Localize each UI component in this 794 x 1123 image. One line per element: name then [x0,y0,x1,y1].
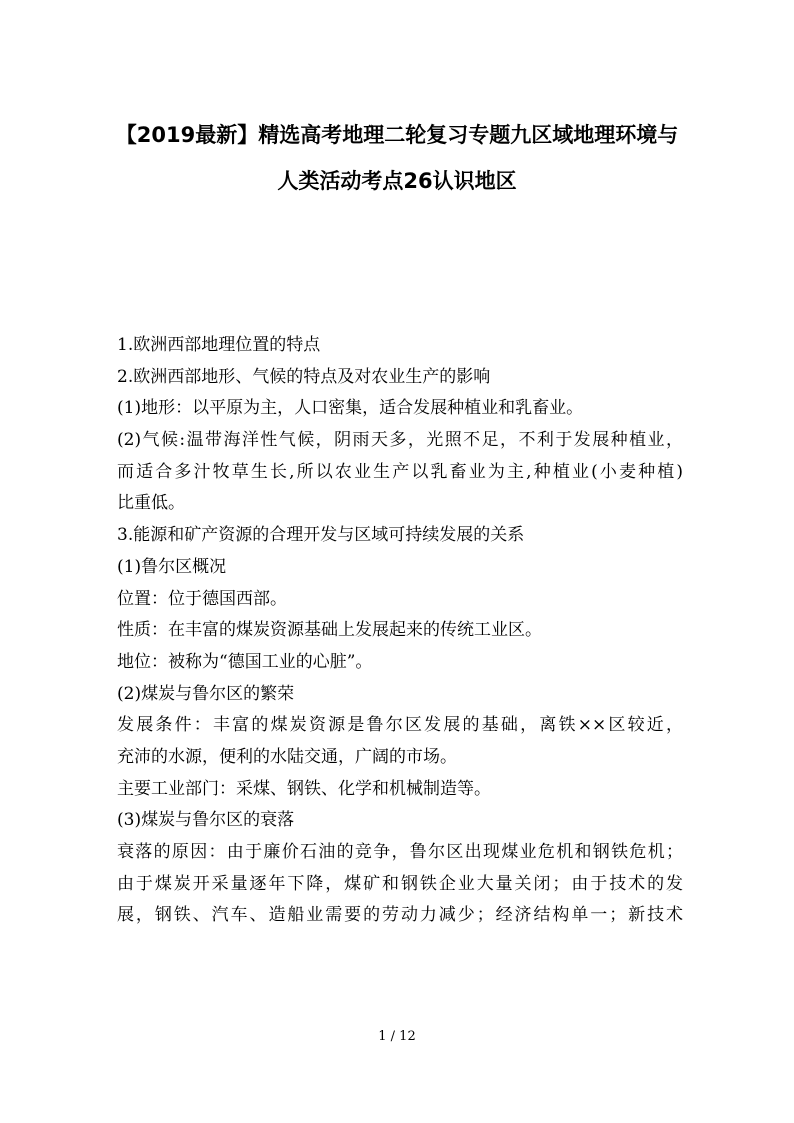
paragraph-line: 性质：在丰富的煤炭资源基础上发展起来的传统工业区。 [117,620,542,641]
section-heading-2: 2.欧洲西部地形、气候的特点及对农业生产的影响 [117,366,491,387]
document-title [100,112,694,204]
paragraph-line: 由于煤炭开采量逐年下降，煤矿和钢铁企业大量关闭；由于技术的发 [117,873,683,894]
paragraph-line: 充沛的水源，便利的水陆交通，广阔的市场。 [117,746,457,767]
page-number: 1 / 12 [378,1029,416,1044]
paragraph-line: (1)地形：以平原为主，人口密集，适合发展种植业和乳畜业。 [117,398,584,419]
paragraph-line: 展，钢铁、汽车、造船业需要的劳动力减少；经济结构单一；新技术 [117,905,683,926]
paragraph-line: 位置：位于德国西部。 [117,588,287,609]
document-body [117,330,683,932]
paragraph-line: (2)气候:温带海洋性气候，阴雨天多，光照不足，不利于发展种植业， [117,430,683,451]
section-heading-1: 1.欧洲西部地理位置的特点 [117,335,321,355]
paragraph-line: 地位：被称为“德国工业的心脏”。 [117,651,373,672]
paragraph-line: 主要工业部门：采煤、钢铁、化学和机械制造等。 [117,778,491,799]
title-line-1: 【2019最新】精选高考地理二轮复习专题九区域地理环境与 [115,123,679,147]
section-heading-3: 3.能源和矿产资源的合理开发与区域可持续发展的关系 [117,525,525,546]
subsection-heading: (2)煤炭与鲁尔区的繁荣 [117,683,295,704]
paragraph-line: 发展条件：丰富的煤炭资源是鲁尔区发展的基础，离铁××区较近， [117,715,683,736]
paragraph-line: 衰落的原因：由于廉价石油的竞争，鲁尔区出现煤业危机和钢铁危机； [117,842,683,862]
title-line-2: 人类活动考点26认识地区 [277,169,517,193]
subsection-heading: (3)煤炭与鲁尔区的衰落 [117,810,295,831]
subsection-heading: (1)鲁尔区概况 [117,556,227,577]
paragraph-line: 比重低。 [117,493,185,514]
paragraph-line: 而适合多汁牧草生长,所以农业生产以乳畜业为主,种植业(小麦种植) [117,461,683,482]
